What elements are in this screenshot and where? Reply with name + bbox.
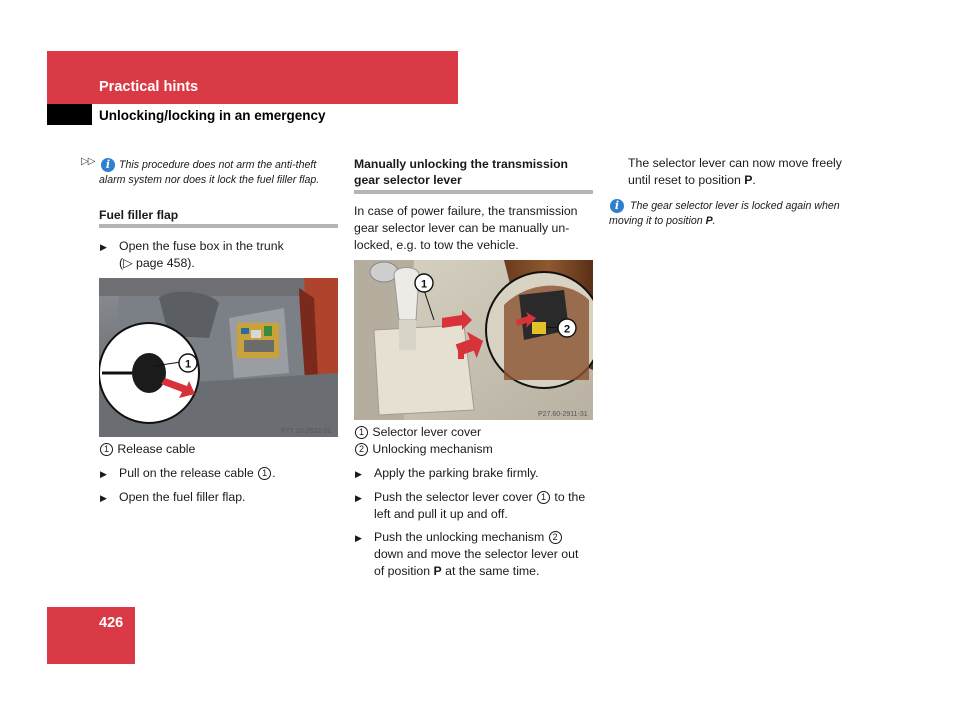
step-text: Push the selector lever cover bbox=[374, 490, 536, 504]
header-band bbox=[47, 51, 458, 104]
step-parking-brake: Apply the parking brake firmly. bbox=[374, 466, 539, 480]
step-text: down and move the selector lever out bbox=[374, 547, 579, 561]
text-line: until reset to position bbox=[628, 173, 745, 187]
header-marker bbox=[47, 104, 92, 125]
step-open-flap: Open the fuel filler flap. bbox=[119, 490, 246, 504]
step-text: of position bbox=[374, 564, 434, 578]
step-pull-release-cable bbox=[119, 465, 276, 482]
legend-selector-lever-cover bbox=[354, 424, 481, 441]
step-text-end: . bbox=[272, 466, 276, 480]
continuation-arrows-icon: ▷▷ bbox=[81, 156, 95, 167]
gear-selector-photo bbox=[354, 260, 593, 420]
legend-text: Release cable bbox=[117, 442, 196, 456]
intro-line: locked, e.g. to tow the vehicle. bbox=[354, 238, 519, 252]
intro-line: In case of power failure, the transmission bbox=[354, 204, 578, 218]
paren: ( bbox=[119, 256, 124, 270]
step-push-lever-cover bbox=[374, 489, 585, 523]
heading-line: Manually unlocking the transmission bbox=[354, 157, 568, 171]
position-p: P bbox=[744, 173, 753, 187]
inline-callout: 1 bbox=[258, 467, 271, 480]
figure-code: P77.20-2622-31 bbox=[281, 428, 332, 435]
step-open-fuse-box bbox=[119, 238, 284, 272]
heading-rule bbox=[99, 224, 338, 228]
page-number: 426 bbox=[99, 615, 124, 631]
position-p: P bbox=[433, 564, 442, 578]
legend-number: 2 bbox=[355, 443, 368, 456]
bullet-triangle-icon: ▶ bbox=[355, 469, 362, 479]
bullet-triangle-icon: ▶ bbox=[100, 469, 107, 479]
note-line: moving it to position bbox=[609, 215, 706, 227]
bullet-triangle-icon: ▶ bbox=[355, 533, 362, 543]
relock-note bbox=[609, 199, 840, 229]
step-text: Push the unlocking mechanism bbox=[374, 530, 548, 544]
intro-line: gear selector lever can be manually un- bbox=[354, 221, 570, 235]
legend-unlocking-mechanism bbox=[354, 441, 493, 458]
text-line: The selector lever can now move freely bbox=[628, 156, 842, 170]
text-line: . bbox=[752, 173, 756, 187]
note-text: This procedure does not arm the anti-theft alarm system nor does it lock the fuel filler flap. bbox=[99, 159, 320, 186]
note-line: The gear selector lever is locked again when bbox=[630, 200, 840, 212]
heading-rule bbox=[354, 190, 593, 194]
fuel-filler-flap-heading: Fuel filler flap bbox=[99, 208, 179, 222]
step-text: to the bbox=[551, 490, 586, 504]
step-text: Pull on the release cable bbox=[119, 466, 258, 480]
info-icon: i bbox=[101, 158, 115, 172]
step-text: Open the fuse box in the trunk bbox=[119, 239, 284, 253]
bullet-triangle-icon: ▶ bbox=[100, 493, 107, 503]
inline-callout: 1 bbox=[537, 491, 550, 504]
callout-1: 1 bbox=[420, 278, 428, 291]
info-icon: i bbox=[610, 199, 624, 213]
inline-callout: 2 bbox=[549, 531, 562, 544]
trunk-photo bbox=[99, 278, 338, 437]
step-push-unlocking-mechanism bbox=[374, 529, 578, 580]
step-text: at the same time. bbox=[441, 564, 540, 578]
legend-number: 1 bbox=[355, 426, 368, 439]
legend-release-cable bbox=[99, 441, 195, 458]
page-ref-arrow-icon: ▷ bbox=[123, 256, 133, 270]
transmission-heading bbox=[354, 156, 568, 188]
section-title: Practical hints bbox=[99, 79, 199, 95]
legend-number: 1 bbox=[100, 443, 113, 456]
position-p: P bbox=[705, 215, 713, 227]
heading-line: gear selector lever bbox=[354, 173, 462, 187]
callout-1: 1 bbox=[184, 358, 192, 371]
intro-paragraph bbox=[354, 203, 578, 254]
page-subtitle: Unlocking/locking in an emergency bbox=[99, 108, 326, 123]
legend-text: Unlocking mechanism bbox=[372, 442, 493, 456]
note-line: . bbox=[712, 215, 716, 227]
callout-2: 2 bbox=[563, 323, 571, 336]
lever-free-paragraph bbox=[628, 155, 842, 189]
figure-code: P27.60-2911-31 bbox=[538, 411, 588, 418]
bullet-triangle-icon: ▶ bbox=[100, 242, 107, 252]
step-text: left and pull it up and off. bbox=[374, 507, 508, 521]
page-reference[interactable]: page 458). bbox=[132, 256, 195, 270]
legend-text: Selector lever cover bbox=[372, 425, 482, 439]
bullet-triangle-icon: ▶ bbox=[355, 493, 362, 503]
